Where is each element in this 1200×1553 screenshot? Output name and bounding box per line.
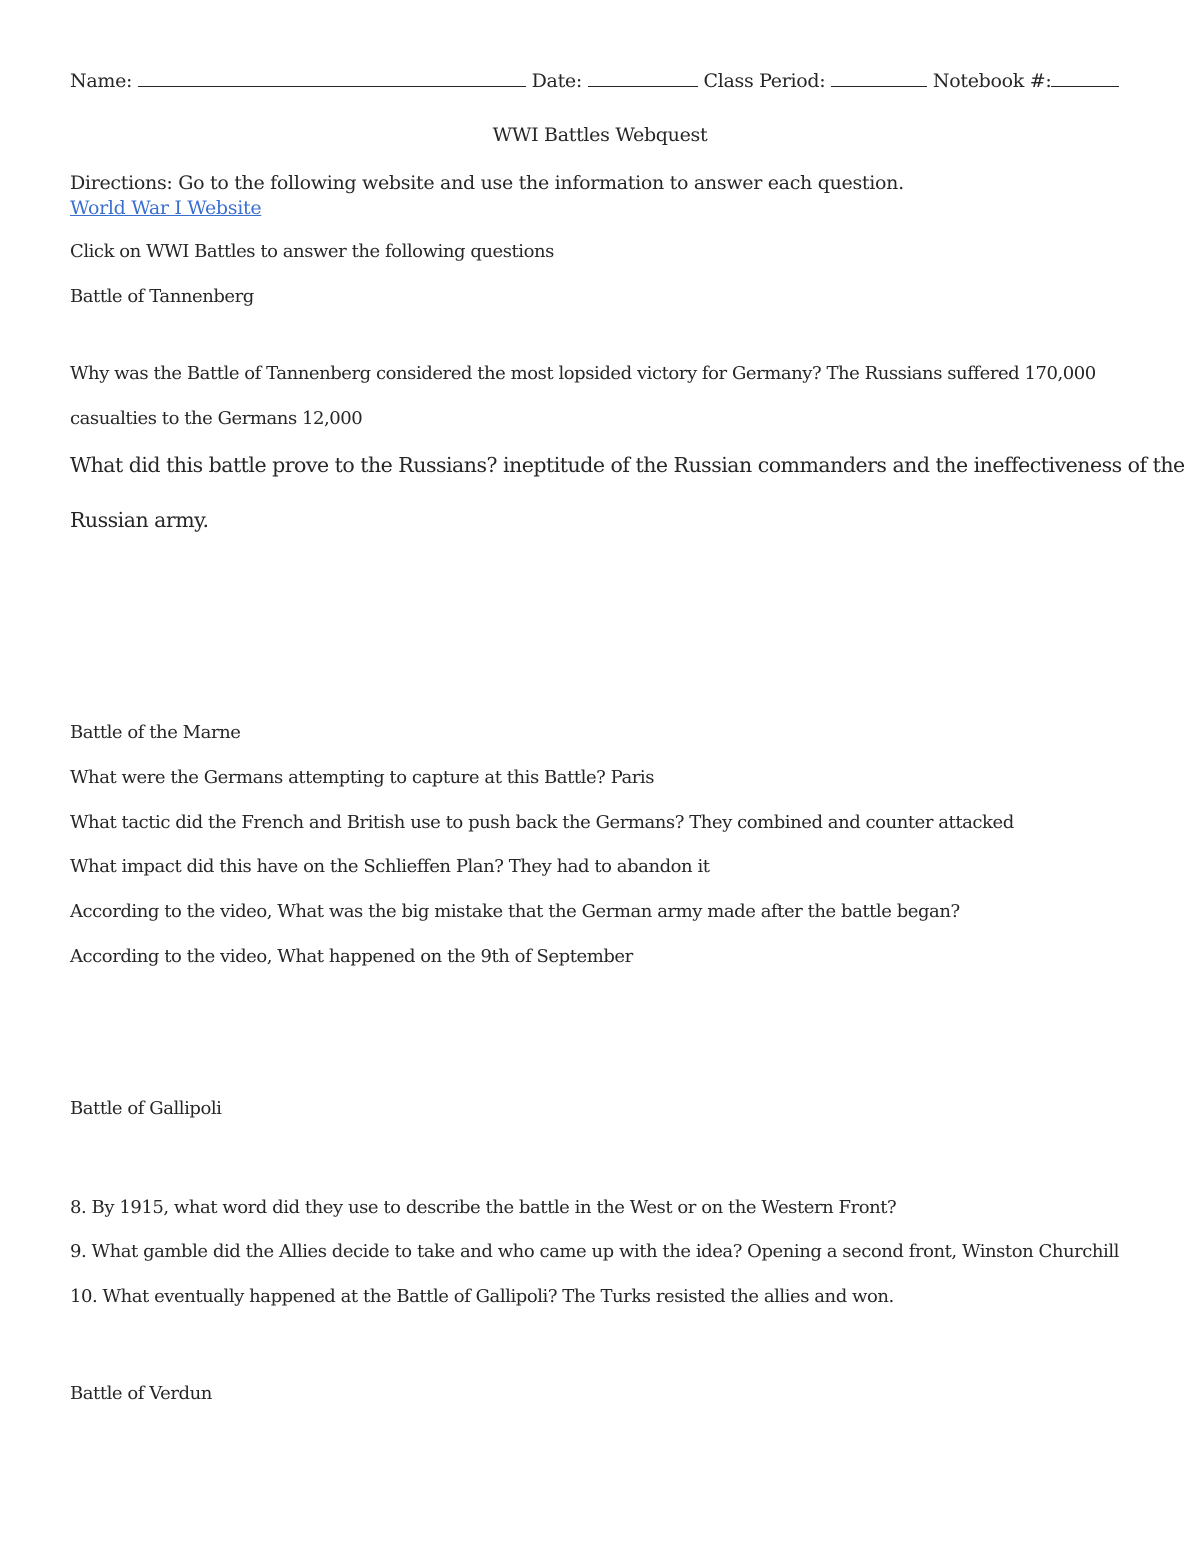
- verdun-heading: Battle of Verdun: [70, 1383, 212, 1404]
- tannenberg-q2-line1: What did this battle prove to the Russians? ineptitude of the Russian commanders and the ineffectiveness of the: [70, 453, 1185, 477]
- period-blank: [831, 72, 927, 87]
- tannenberg-q1-line2: casualties to the Germans 12,000: [70, 408, 363, 429]
- tannenberg-q2-line2: Russian army.: [70, 508, 209, 532]
- notebook-blank: [1051, 72, 1119, 87]
- website-link[interactable]: World War I Website: [70, 197, 262, 219]
- gallipoli-heading: Battle of Gallipoli: [70, 1098, 222, 1119]
- marne-q3: What impact did this have on the Schlieffen Plan? They had to abandon it: [70, 856, 710, 877]
- notebook-label: Notebook #:: [932, 70, 1052, 92]
- tannenberg-heading: Battle of Tannenberg: [70, 286, 254, 307]
- name-blank: [138, 72, 526, 87]
- period-label: Class Period:: [703, 70, 826, 92]
- marne-heading: Battle of the Marne: [70, 722, 241, 743]
- gallipoli-q8: 8. By 1915, what word did they use to describe the battle in the West or on the Western Front?: [70, 1197, 897, 1218]
- gallipoli-q9: 9. What gamble did the Allies decide to take and who came up with the idea? Opening a second front, Winston Churchill: [70, 1241, 1119, 1262]
- gallipoli-q10: 10. What eventually happened at the Battle of Gallipoli? The Turks resisted the allies and won.: [70, 1286, 894, 1307]
- tannenberg-q1-line1: Why was the Battle of Tannenberg considered the most lopsided victory for Germany? The Russians suffered 170,000: [70, 363, 1096, 384]
- directions-text: Directions: Go to the following website and use the information to answer each question.: [70, 172, 904, 194]
- marne-q1: What were the Germans attempting to capture at this Battle? Paris: [70, 767, 655, 788]
- marne-q4: According to the video, What was the big mistake that the German army made after the battle began?: [70, 901, 960, 922]
- date-label: Date:: [531, 70, 582, 92]
- name-label: Name:: [70, 70, 133, 92]
- instruction-text: Click on WWI Battles to answer the following questions: [70, 241, 554, 262]
- header-fields: [70, 70, 1119, 92]
- marne-q5: According to the video, What happened on the 9th of September: [70, 946, 633, 967]
- date-blank: [588, 72, 698, 87]
- page-title: WWI Battles Webquest: [492, 124, 708, 146]
- marne-q2: What tactic did the French and British use to push back the Germans? They combined and counter attacked: [70, 812, 1014, 833]
